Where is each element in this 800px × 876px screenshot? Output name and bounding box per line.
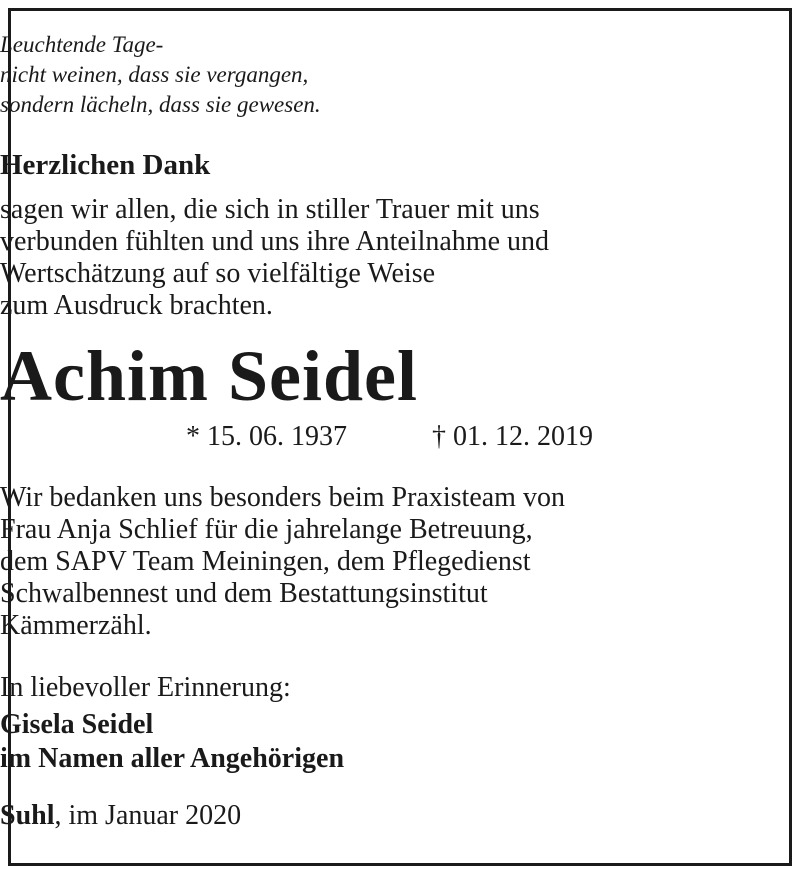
thanks-line-1: sagen wir allen, die sich in stiller Trauer mit uns [0,194,540,225]
death-date: † 01. 12. 2019 [432,421,593,452]
thanks-line-3: Wertschätzung auf so vielfältige Weise [0,258,436,289]
motto-line-2: nicht weinen, dass sie vergangen, [0,62,309,87]
motto-line-3: sondern lächeln, dass sie gewesen. [0,92,321,117]
special-thanks-line-3: dem SAPV Team Meiningen, dem Pflegedienst [0,546,531,577]
signer-note: im Namen aller Angehörigen [0,743,345,774]
thanks-line-4: zum Ausdruck brachten. [0,290,273,321]
motto-verse [0,30,800,120]
signers [0,708,800,776]
special-thanks-text [0,482,800,642]
signer-name: Gisela Seidel [0,709,154,740]
special-thanks-line-1: Wir bedanken uns besonders beim Praxisteam von [0,482,565,513]
date-text: , im Januar 2020 [54,800,242,831]
memory-line: In liebevoller Erinnerung: [0,672,291,703]
deceased-name: Achim Seidel [0,336,418,416]
special-thanks-line-5: Kämmerzähl. [0,610,152,641]
motto-line-1: Leuchtende Tage- [0,32,164,57]
special-thanks-line-4: Schwalbennest und dem Bestattungsinstitut [0,578,488,609]
special-thanks-line-2: Frau Anja Schlief für die jahrelange Betreuung, [0,514,533,545]
place-date [0,800,800,832]
thanks-text [0,194,800,322]
place-name: Suhl [0,800,55,831]
thanks-line-2: verbunden fühlten und uns ihre Anteilnahme und [0,226,549,257]
thanks-heading: Herzlichen Dank [0,149,211,181]
birth-date: * 15. 06. 1937 [186,421,347,452]
